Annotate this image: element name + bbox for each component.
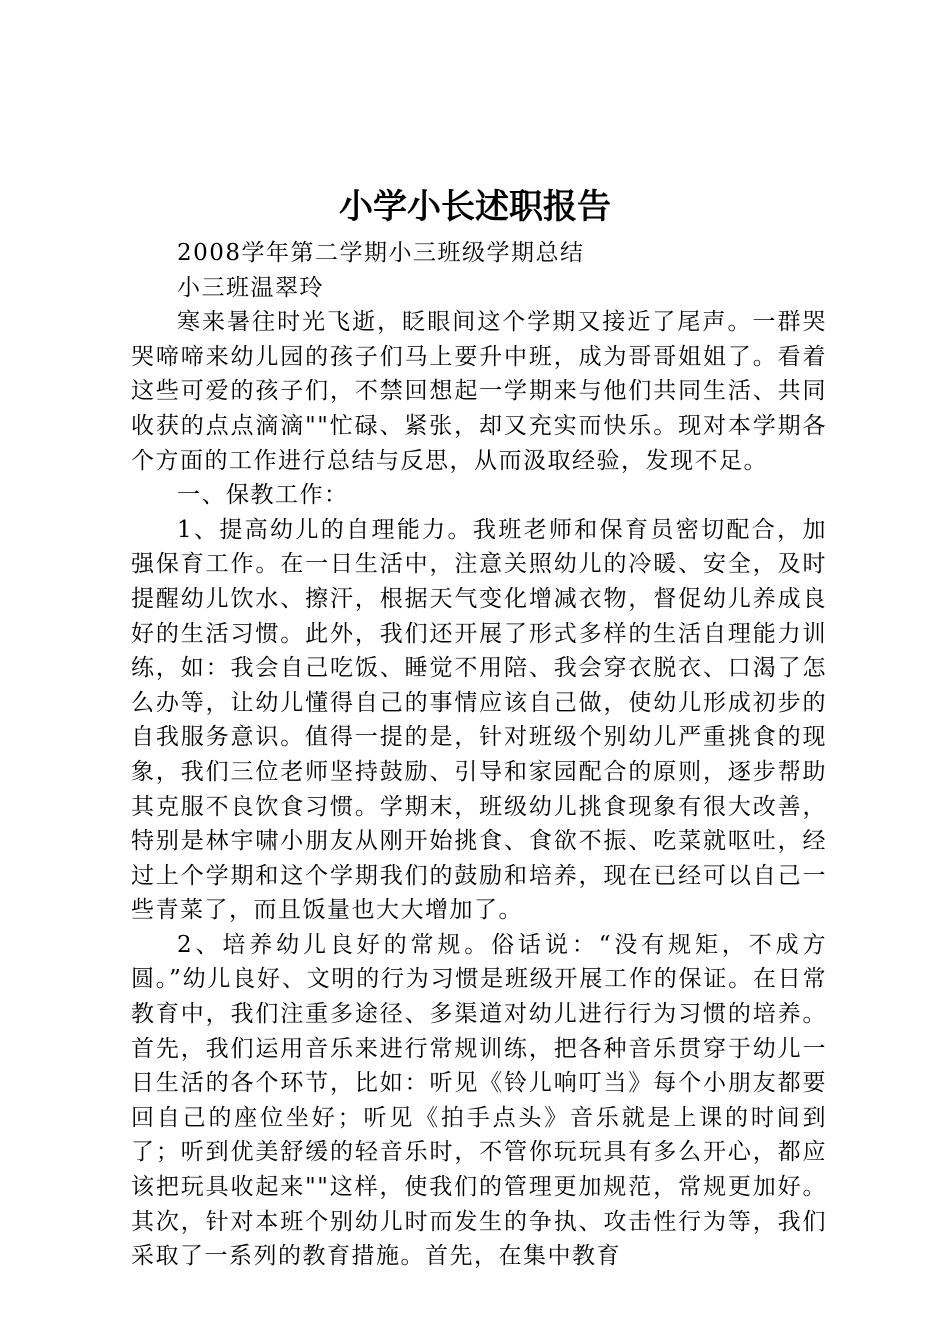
subtitle-line: 2008学年第二学期小三班级学期总结	[177, 240, 585, 266]
body-paragraph: 1、提高幼儿的自理能力。我班老师和保育员密切配合，加强保育工作。在一日生活中，注意关照幼儿的冷暖、安全，及时提醒幼儿饮水、擦汗，根据天气变化增减衣物，督促幼儿养成良好的生活习惯。此外，我们还开展了形式多样的生活自理能力训练，如：我会自己吃饭、睡觉不用陪、我会穿衣脱衣、口渴了怎么办等，让幼儿懂得自己的事情应该自己做，使幼儿形成初步的自我服务意识。值得一提的是，针对班级个别幼儿严重挑食的现象，我们三位老师坚持鼓励、引导和家园配合的原则，逐步帮助其克服不良饮食习惯。学期末，班级幼儿挑食现象有很大改善，特别是林宇啸小朋友从刚开始挑食、食欲不振、吃菜就呕吐，经过上个学期和这个学期我们的鼓励和培养，现在已经可以自己一些青菜了，而且饭量也大大增加了。	[131, 516, 827, 924]
document-title: 小学小长述职报告	[339, 187, 611, 227]
body-paragraph: 2、培养幼儿良好的常规。俗话说：“没有规矩，不成方圆。”幼儿良好、文明的行为习惯是班级开展工作的保证。在日常教育中，我们注重多途径、多渠道对幼儿进行行为习惯的培养。首先，我们运用音乐来进行常规训练，把各种音乐贯穿于幼儿一日生活的各个环节，比如：听见《铃儿响叮当》每个小朋友都要回自己的座位坐好；听见《拍手点头》音乐就是上课的时间到了；听到优美舒缓的轻音乐时，不管你玩玩具有多么开心，都应该把玩具收起来""这样，使我们的管理更加规范，常规更加好。其次，针对本班个别幼儿时而发生的争执、攻击性行为等，我们采取了一系列的教育措施。首先，在集中教育	[131, 931, 827, 1270]
section-heading: 一、保教工作：	[177, 482, 349, 509]
document-body	[131, 236, 827, 1274]
author-line: 小三班温翠玲	[177, 274, 324, 301]
intro-paragraph: 寒来暑往时光飞逝，眨眼间这个学期又接近了尾声。一群哭哭啼啼来幼儿园的孩子们马上要升中班，成为哥哥姐姐了。看着这些可爱的孩子们，不禁回想起一学期来与他们共同生活、共同收获的点点滴滴""忙碌、紧张，却又充实而快乐。现对本学期各个方面的工作进行总结与反思，从而汲取经验，发现不足。	[131, 309, 827, 474]
